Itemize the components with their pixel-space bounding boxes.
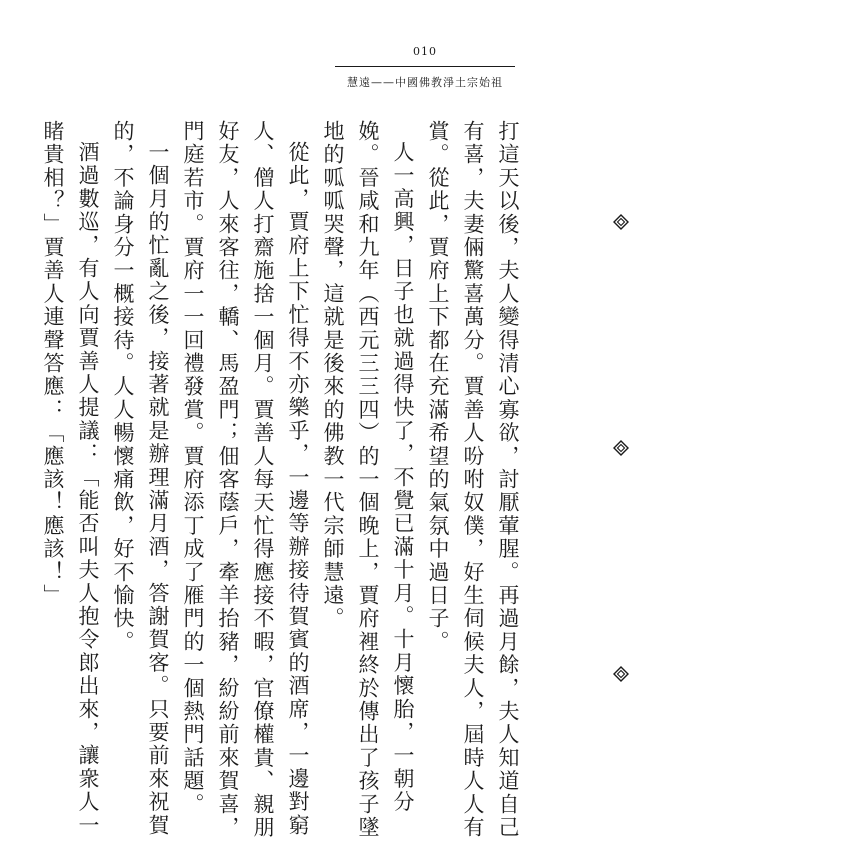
paragraph-4: 一個月的忙亂之後，接著就是辦理滿月酒，答謝賀客。只要前來祝賀的，不論身分一概接待。人人暢懷痛飲，好不愉快。	[111, 120, 170, 837]
page-number: 010	[413, 45, 437, 58]
vertical-body-text	[41, 120, 525, 840]
paragraph-2: 人一高興，日子也就過得快了，不覺已滿十月。十月懷胎，一朝分娩。晉咸和九年（西元三三四）的一個晚上，賈府裡終於傳出了孩子墜地的呱呱哭聲，這就是後來的佛教一代宗師慧遠。	[321, 120, 415, 840]
paragraph-3: 從此，賈府上下忙得不亦樂乎，一邊等辦接待賀賓的酒席，一邊對窮人、僧人打齋施捨一個月。賈善人每天忙得應接不暇，官僚權貴、親朋好友，人來客往，轎、馬盈門；佃客蔭戶，牽羊抬豬，紛紛前來賀喜，門庭若市。賈府一一回禮發賞。賈府添丁成了雁門的一個熱門話題。	[181, 120, 310, 840]
header-rule	[335, 66, 515, 67]
diamond-ornament-icon	[613, 440, 629, 456]
diamond-ornament-icon	[613, 666, 629, 682]
paragraph-5: 酒過數巡，有人向賈善人提議：「能否叫夫人抱令郎出來，讓衆人一睹貴相？」賈善人連聲答應：「應該！應該！」	[41, 120, 100, 837]
diamond-ornament-icon	[613, 214, 629, 230]
paragraph-1: 打這天以後，夫人變得清心寡欲，討厭葷腥。再過月餘，夫人知道自己有喜，夫妻倆驚喜萬分。賈善人吩咐奴僕，好生伺候夫人，屆時人人有賞。從此，賈府上下都在充滿希望的氣氛中過日子。	[426, 120, 520, 840]
running-head: 慧遠——中國佛教淨土宗始祖	[347, 76, 503, 89]
